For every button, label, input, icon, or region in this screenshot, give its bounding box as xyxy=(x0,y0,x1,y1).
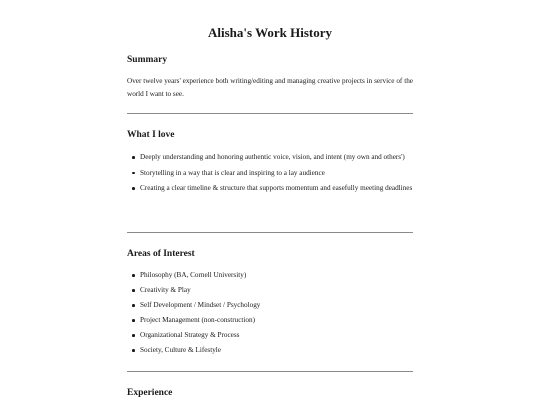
section-divider xyxy=(127,113,413,114)
bullet-icon xyxy=(132,349,135,352)
list-item: Creativity & Play xyxy=(127,284,413,297)
list-item: Project Management (non-construction) xyxy=(127,314,413,327)
bullet-icon xyxy=(132,274,135,277)
section-divider xyxy=(127,232,413,233)
list-item: Creating a clear timeline & structure that supports momentum and easefully meeting deadlines xyxy=(127,182,413,195)
list-item: Society, Culture & Lifestyle xyxy=(127,344,413,357)
bullet-icon xyxy=(132,187,135,190)
summary-heading: Summary xyxy=(127,55,168,65)
list-item: Organizational Strategy & Process xyxy=(127,329,413,342)
what-i-love-heading: What I love xyxy=(127,130,175,140)
bullet-icon xyxy=(132,334,135,337)
bullet-icon xyxy=(132,156,135,159)
areas-of-interest-list xyxy=(127,269,413,357)
bullet-icon xyxy=(132,304,135,307)
list-item: Storytelling in a way that is clear and inspiring to a lay audience xyxy=(127,167,413,180)
what-i-love-list xyxy=(127,151,413,195)
bullet-icon xyxy=(132,319,135,322)
list-item: Deeply understanding and honoring authentic voice, vision, and intent (my own and others') xyxy=(127,151,413,164)
experience-heading: Experience xyxy=(127,388,173,398)
list-item: Philosophy (BA, Cornell University) xyxy=(127,269,413,282)
section-divider xyxy=(127,371,413,372)
page-title: Alisha's Work History xyxy=(207,25,332,40)
summary-text: Over twelve years' experience both writing/editing and managing creative projects in service of the world I want to see. xyxy=(127,77,413,98)
bullet-icon xyxy=(132,289,135,292)
list-item: Self Development / Mindset / Psychology xyxy=(127,299,413,312)
bullet-icon xyxy=(132,172,135,175)
areas-of-interest-heading: Areas of Interest xyxy=(127,249,195,259)
